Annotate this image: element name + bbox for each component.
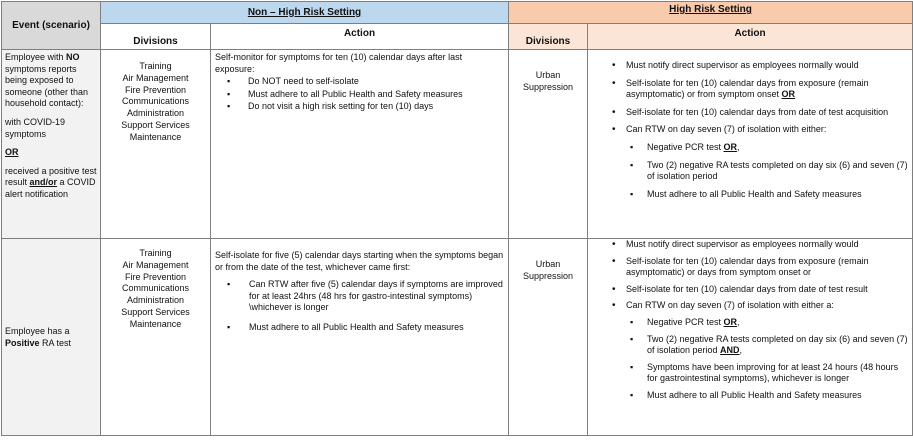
hr-division-cell-exposure: Urban Suppression [509,50,588,239]
hr-action-subitem: ▪ Two (2) negative RA tests completed on day six (6) and seven (7) of isolation period [592,160,908,183]
division-item: Training [139,61,172,71]
division-item: Communications [121,96,190,107]
hr-action-item: • Self-isolate for ten (10) calendar days from date of test result [592,284,908,296]
non-high-risk-header: Non – High Risk Setting [101,2,509,24]
action-intro: Self-isolate for five (5) calendar days starting when the symptoms began or from the date of the test, whichever came first: [215,250,504,272]
division-item: Maintenance [129,131,182,142]
hr-action-subitem: ▪ Two (2) negative RA tests completed on day six (6) and seven (7) of isolation period AND, [592,334,908,357]
hr-action-item: • Must notify direct supervisor as employees normally would [592,239,908,251]
hr-action-item: • Self-isolate for ten (10) calendar days from exposure (remain asymptomatic) or days from symptom onset or [592,256,908,279]
hr-action-item: • Can RTW on day seven (7) of isolation with either a: [592,300,908,312]
high-risk-header: High Risk Setting [509,2,913,24]
action-item: ▪ Must adhere to all Public Health and Safety measures [215,322,504,334]
action-list [215,76,504,113]
hr-action-item: • Can RTW on day seven (7) of isolation with either: [592,124,908,136]
hr-action-item: • Self-isolate for ten (10) calendar days from exposure (remain asymptomatic) or from symptom onset OR [592,78,908,101]
division-item: Air Management [122,259,189,270]
action-item: ▪ Must adhere to all Public Health and Safety measures [215,89,504,101]
hr-action-subitem: ▪ Negative PCR test OR, [592,142,908,154]
hr-action-list [592,239,908,402]
event-cell-exposure: Employee with NO symptoms reports being exposed to someone (other than household contact): with COVID-19 symptoms OR received a positive test result and/or a COVID alert notification [2,50,101,239]
non-high-action-header: Action [211,24,509,50]
event-header: Event (scenario) [2,2,101,50]
event-or: OR [5,147,19,158]
hr-action-item: • Self-isolate for ten (10) calendar days from date of test acquisition [592,107,908,119]
divisions-cell-positive [101,239,211,436]
hr-action-subitem: ▪ Negative PCR test OR, [592,317,908,329]
action-intro: Self-monitor for symptoms for ten (10) calendar days after last exposure: [215,52,463,74]
hr-action-subitem: ▪ Must adhere to all Public Health and Safety measures [592,390,908,402]
hr-action-item: • Must notify direct supervisor as employees normally would [592,60,908,72]
event-cell-positive: Employee has a Positive RA test [2,239,101,436]
covid-protocol-table [1,1,913,436]
hr-action-subitem: ▪ Must adhere to all Public Health and Safety measures [592,189,908,201]
scenario-row-exposure [2,50,913,239]
division-item: Fire Prevention [124,84,187,95]
action-item: ▪ Do NOT need to self-isolate [215,76,504,88]
hr-action-cell-exposure [588,50,913,239]
header-row-sub [2,24,913,50]
hr-action-cell-positive [588,239,913,436]
division-item: Support Services [121,306,190,317]
action-item: ▪ Do not visit a high risk setting for ten (10) days [215,101,504,113]
hr-action-list [592,60,908,200]
action-item: ▪ Can RTW after five (5) calendar days if symptoms are improved for at least 24hrs (48 hrs for gastro-intestinal symptoms) \whichever is longer [215,279,504,314]
division-item: Air Management [122,72,189,83]
non-high-divisions-header: Divisions [101,24,211,50]
high-action-header: Action [588,24,913,50]
action-cell-positive [211,239,509,436]
header-row-top [2,2,913,24]
hr-division-cell-positive: Urban Suppression [509,239,588,436]
hr-action-subitem: ▪ Symptoms have been improving for at least 24 hours (48 hours for gastrointestinal symptoms), whichever is longer [592,362,908,385]
division-item: Maintenance [129,318,182,329]
division-item: Fire Prevention [124,271,187,282]
action-list [215,279,504,333]
division-item: Administration [126,295,185,306]
division-item: Communications [121,283,190,294]
action-cell-exposure [211,50,509,239]
high-divisions-header: Divisions [509,24,588,50]
division-item: Support Services [121,119,190,130]
division-item: Administration [126,108,185,119]
scenario-row-positive [2,239,913,436]
event-with-symptoms: with COVID-19 symptoms [5,116,66,139]
division-item: Training [139,248,172,258]
divisions-cell-exposure [101,50,211,239]
